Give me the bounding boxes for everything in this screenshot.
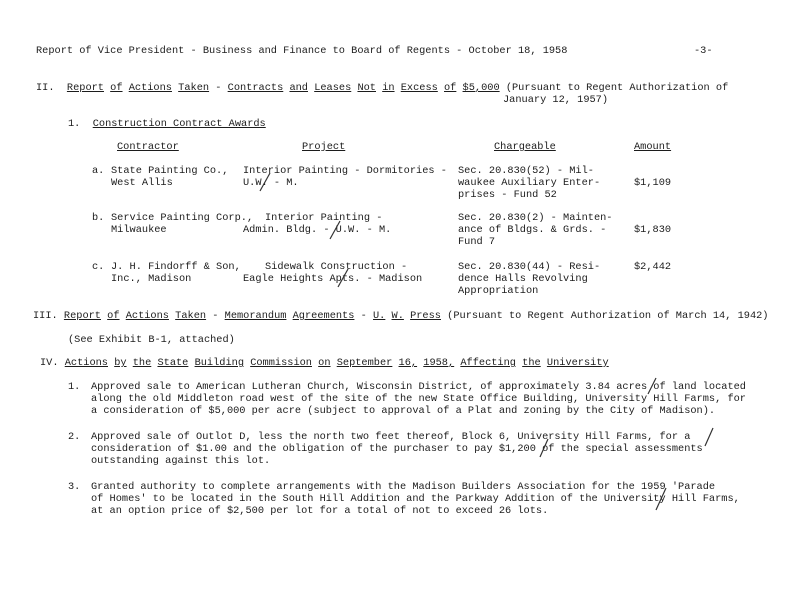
item-text-line: Granted authority to complete arrangements with the Madison Builders Association for the 1959 'Parade bbox=[91, 481, 716, 493]
item-text-line: a consideration of $5,000 per acre (subject to approval of a Plat and zoning by the City of Madison). bbox=[91, 405, 716, 417]
heading-word: in bbox=[382, 82, 395, 94]
item-text-line: along the old Middleton road west of the site of the new State Office Building, University Hill Farms, for bbox=[91, 393, 746, 405]
chargeable-line: Sec. 20.830(44) - Resi- bbox=[458, 261, 601, 273]
heading-word: Memorandum bbox=[224, 310, 287, 322]
heading-word: on bbox=[318, 357, 331, 369]
heading-word: September bbox=[336, 357, 393, 369]
contractor-name: J. H. Findorff & Son, bbox=[111, 261, 241, 273]
chargeable-line: Sec. 20.830(2) - Mainten- bbox=[458, 212, 613, 224]
item-number: 1. bbox=[68, 381, 81, 393]
heading-word: Affecting bbox=[460, 357, 516, 369]
heading-word: of bbox=[107, 310, 120, 322]
heading-word: the bbox=[522, 357, 541, 369]
item-text-line: at an option price of $2,500 per lot for a total of not to exceed 26 lots. bbox=[91, 505, 549, 517]
project-line: Interior Painting - bbox=[265, 212, 383, 224]
section-ii-note-continued: January 12, 1957) bbox=[503, 94, 609, 106]
column-header-chargeable: Chargeable bbox=[494, 141, 556, 153]
heading-word: U. bbox=[372, 310, 386, 322]
heading-word: $5,000 bbox=[462, 82, 500, 94]
heading-word: Actions bbox=[128, 82, 172, 94]
section-ii-title bbox=[67, 82, 500, 94]
amount-value: $1,830 bbox=[634, 224, 672, 236]
project-line: Sidewalk Construction - bbox=[265, 261, 408, 273]
chargeable-line: Fund 7 bbox=[458, 236, 496, 248]
contractor-location: Milwaukee bbox=[111, 224, 167, 236]
section-ii-heading bbox=[36, 82, 728, 94]
heading-word: - bbox=[212, 310, 219, 322]
amount-value: $2,442 bbox=[634, 261, 672, 273]
heading-word: of bbox=[444, 82, 457, 94]
column-header-amount: Amount bbox=[634, 141, 672, 153]
heading-word: Leases bbox=[314, 82, 352, 94]
row-letter: b. bbox=[92, 212, 105, 224]
heading-word: Not bbox=[357, 82, 376, 94]
item-text-line: Approved sale of Outlot D, less the north two feet thereof, Block 6, University Hill Farms, for a bbox=[91, 431, 691, 443]
column-header-contractor: Contractor bbox=[117, 141, 179, 153]
section-numeral: III. bbox=[33, 310, 58, 322]
item-number: 1. bbox=[68, 118, 81, 130]
item-text-line: outstanding against this lot. bbox=[91, 455, 271, 467]
section-numeral: II. bbox=[36, 82, 55, 94]
heading-word: Actions bbox=[125, 310, 169, 322]
heading-word: by bbox=[114, 357, 127, 369]
project-line: Interior Painting - Dormitories - bbox=[243, 165, 447, 177]
item-title: Construction Contract Awards bbox=[92, 118, 266, 130]
heading-word: Taken bbox=[178, 82, 210, 94]
heading-word: Building bbox=[194, 357, 244, 369]
heading-word: Contracts bbox=[227, 82, 284, 94]
chargeable-line: Appropriation bbox=[458, 285, 539, 297]
heading-word: Report bbox=[63, 310, 101, 322]
contractor-location: Inc., Madison bbox=[111, 273, 192, 285]
heading-word: of bbox=[110, 82, 123, 94]
chargeable-line: prises - Fund 52 bbox=[458, 189, 557, 201]
section-iii-note: (Pursuant to Regent Authorization of March 14, 1942) bbox=[447, 310, 769, 322]
section-numeral: IV. bbox=[40, 357, 59, 369]
handwritten-check-mark bbox=[703, 427, 715, 447]
chargeable-line: dence Halls Revolving bbox=[458, 273, 588, 285]
contractor-name: Service Painting Corp., bbox=[111, 212, 254, 224]
chargeable-line: waukee Auxiliary Enter- bbox=[458, 177, 601, 189]
page-number: -3- bbox=[694, 45, 713, 57]
heading-word: Report bbox=[66, 82, 104, 94]
report-title: Report of Vice President - Business and Finance to Board of Regents - October 18, 1958 bbox=[36, 45, 568, 57]
heading-word: - bbox=[215, 82, 222, 94]
heading-word: 16, bbox=[398, 357, 418, 369]
heading-word: Agreements bbox=[292, 310, 355, 322]
exhibit-reference: (See Exhibit B-1, attached) bbox=[68, 334, 235, 346]
item-number: 2. bbox=[68, 431, 81, 443]
item-heading bbox=[68, 118, 266, 130]
row-letter: a. bbox=[92, 165, 105, 177]
contractor-location: West Allis bbox=[111, 177, 173, 189]
project-line: Admin. Bldg. - U.W. - M. bbox=[243, 224, 392, 236]
amount-value: $1,109 bbox=[634, 177, 672, 189]
heading-word: State bbox=[157, 357, 189, 369]
heading-word: Press bbox=[410, 310, 441, 322]
item-text-line: Approved sale to American Lutheran Church, Wisconsin District, of approximately 3.84 acres of land located bbox=[91, 381, 746, 393]
heading-word: Taken bbox=[175, 310, 207, 322]
item-text-line: of Homes' to be located in the South Hill Addition and the Parkway Addition of the University Hill Farms, bbox=[91, 493, 740, 505]
heading-word: and bbox=[289, 82, 308, 94]
section-iv-title bbox=[65, 357, 609, 369]
section-ii-note: (Pursuant to Regent Authorization of bbox=[505, 82, 729, 94]
section-iv-heading bbox=[40, 357, 609, 369]
item-text-line: consideration of $1.00 and the obligation of the purchaser to pay $1,200 of the special assessments bbox=[91, 443, 703, 455]
heading-word: Excess bbox=[400, 82, 438, 94]
heading-word: Commission bbox=[250, 357, 312, 369]
heading-word: - bbox=[360, 310, 367, 322]
item-number: 3. bbox=[68, 481, 81, 493]
heading-word: 1958, bbox=[423, 357, 455, 369]
heading-word: Actions bbox=[64, 357, 108, 369]
chargeable-line: ance of Bldgs. & Grds. - bbox=[458, 224, 607, 236]
heading-word: the bbox=[132, 357, 152, 369]
heading-word: W. bbox=[391, 310, 404, 322]
section-iii-title bbox=[64, 310, 441, 322]
section-iii-heading bbox=[33, 310, 769, 322]
project-line: Eagle Heights Apts. - Madison bbox=[243, 273, 423, 285]
heading-word: University bbox=[546, 357, 609, 369]
project-line: U.W. - M. bbox=[243, 177, 299, 189]
column-header-project: Project bbox=[302, 141, 346, 153]
row-letter: c. bbox=[92, 261, 105, 273]
contractor-name: State Painting Co., bbox=[111, 165, 229, 177]
chargeable-line: Sec. 20.830(52) - Mil- bbox=[458, 165, 594, 177]
